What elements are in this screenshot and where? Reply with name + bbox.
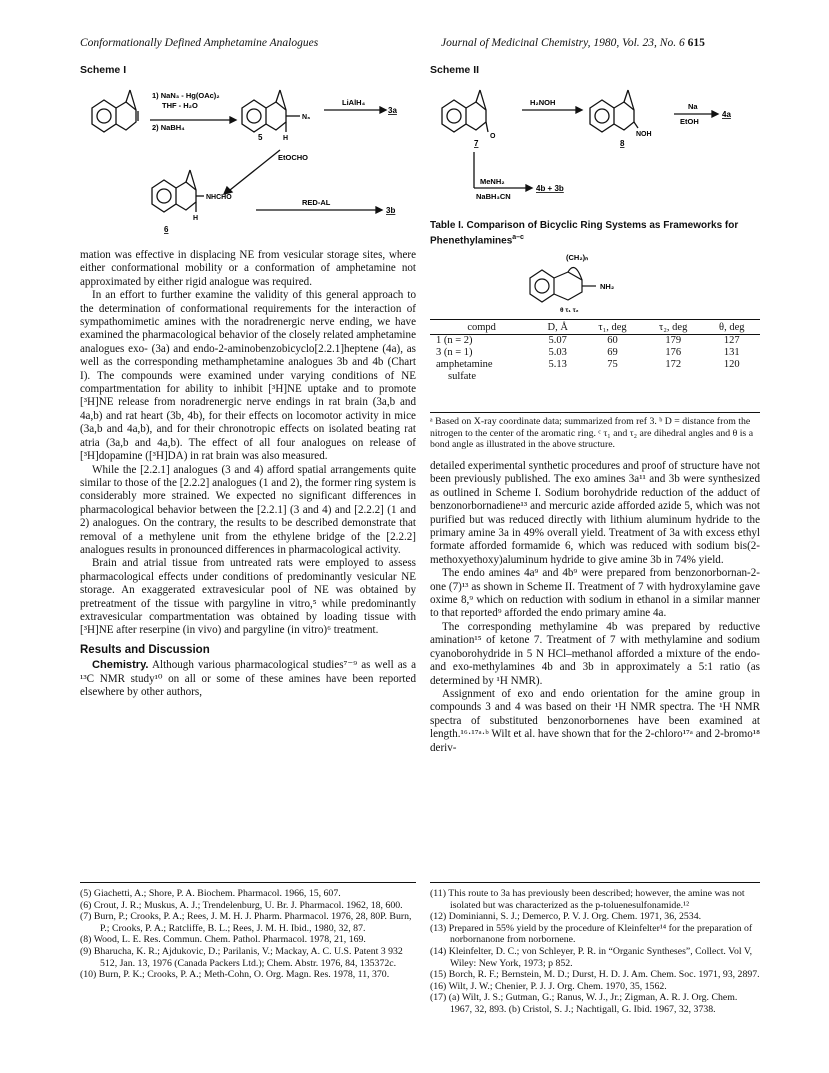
table-cell: 5.07 xyxy=(548,335,567,346)
table-row xyxy=(430,371,760,383)
scheme1-reagent-1b: THF - H₂O xyxy=(162,101,198,110)
scheme2-reagent-2a: Na xyxy=(688,102,698,111)
scheme1-reagent-2: LiAlH₄ xyxy=(342,98,366,107)
paragraph: Assignment of exo and endo orientation for the amine group in compounds 3 and 4 was based on their ¹H NMR spectra. The ¹H NMR spectra of substituted benzonorbornenes have been examined at length.¹⁶·¹⁷ᵃ·ᵇ Wilt et al. have shown that for the 2-chloro¹⁷ᵃ and 2-bromo¹⁸ deriv- xyxy=(430,687,760,754)
table-cell: 3 (n = 1) xyxy=(436,347,473,358)
table-cell: 69 xyxy=(607,347,618,358)
scheme1-reagent-4: RED-AL xyxy=(302,198,331,207)
table-cell: 75 xyxy=(607,359,618,370)
scheme2-drawing xyxy=(430,80,760,210)
table-cell: 120 xyxy=(723,359,740,370)
table-cell: 179 xyxy=(665,335,682,346)
table-cell: 1 (n = 2) xyxy=(436,335,473,346)
footnote: (7) Burn, P.; Crooks, P. A.; Rees, J. M. H. J. Pharm. Pharmacol. 1976, 28, 80P. Burn, P.; Crooks, P. A.; Ratcliffe, B. L.; Rees, J. M. H. Ibid., 1980, 32, 87. xyxy=(80,911,412,934)
paragraph: mation was effective in displacing NE from vesicular storage sites, where either conformational mobility or a conformation of amphetamine not approximated by either rigid analogue was required. xyxy=(80,249,416,288)
table-cell: 131 xyxy=(723,347,740,358)
scheme1-product-3b: 3b xyxy=(386,206,396,215)
left-column xyxy=(80,249,416,699)
running-header-left: Conformationally Defined Amphetamine Analogues xyxy=(80,37,319,49)
table-row xyxy=(430,359,760,371)
paragraph: detailed experimental synthetic procedures and proof of structure have not been previously published. The exo amines 3a¹¹ and 3b were synthesized as outlined in Scheme I. Sodium borohydride reduction of the adduct of benzonorbornadiene¹³ and mercuric azide afforded azide 5, which was not purified but was reduced directly with lithium aluminum hydride to the primary amine 3a in 49% overall yield. Treatment of 3a with excess ethyl formate afforded formamide 6, which was reduced with sodium bis(2-methoxyethoxy)aluminum hydride to give amine 3b in 74% yield. xyxy=(430,460,760,566)
footnote: (14) Kleinfelter, D. C.; von Schleyer, P. R. in “Organic Syntheses”, Collect. Vol V, Wiley: New York, 1973; p 852. xyxy=(430,945,753,969)
paragraph: While the [2.2.1] analogues (3 and 4) afford spatial arrangements quite similar to those of the [2.2.2] analogues (1 and 2), the former ring system is considerably more strained. We expected no significant differences in pharmacological behavior between the [2.2.1] (3 and 4) and [2.2.2] (1 and 2) analogues. On the contrary, the results to be described demonstrate that removal of a methylene unit from the ethylene bridge of the [2.2.2] analogues results in pronounced differences in pharmacological activity. xyxy=(80,463,416,556)
scheme1-reagent-3: EtOCHO xyxy=(278,153,308,162)
page-number: 615 xyxy=(687,37,705,49)
scheme1-nhcho-label: NHCHO xyxy=(206,194,232,201)
scheme1-reagent-1a: 1) NaN₃ - Hg(OAc)₂ xyxy=(152,91,220,100)
scheme2-reagent-2b: EtOH xyxy=(680,117,699,126)
footnotes-right xyxy=(430,888,760,1016)
table1-col-header: τ₂, deg xyxy=(643,321,704,335)
scheme2-product-4a: 4a xyxy=(722,110,731,119)
scheme1-title: Scheme I xyxy=(80,64,127,76)
footnote: (15) Borch, R. F.; Bernstein, M. D.; Durst, H. D. J. Am. Chem. Soc. 1971, 93, 2897. xyxy=(430,969,760,981)
scheme2-compound-8: 8 xyxy=(620,139,625,148)
right-column xyxy=(430,460,760,755)
table-cell: 176 xyxy=(665,347,682,358)
table1-header-row xyxy=(430,321,760,335)
paragraph: The endo amines 4a⁹ and 4b⁹ were prepared from benzonorbornan-2-one (7)¹³ as shown in Scheme II. Treatment of 7 with hydroxylamine gave oxime 8,⁹ which on reduction with sodium in ethanol in a similar manner to that reported⁹ afforded the endo primary amine 4a. xyxy=(430,567,760,620)
footnote: (16) Wilt, J. W.; Chenier, P. J. J. Org. Chem. 1970, 35, 1562. xyxy=(430,980,667,992)
table1-col-header: τ₁, deg xyxy=(582,321,643,335)
table1 xyxy=(430,321,760,383)
table1-caption: Table I. Comparison of Bicyclic Ring Systems as Frameworks for Phenethylamines$^{a-c}$ xyxy=(430,220,739,247)
table1-notes: ᵃ Based on X-ray coordinate data; summarized from ref 3. ᵇ D = distance from the nitrogen to the center of the aromatic ring. ᶜ τ₁ and τ₂ are dihedral angles and θ is a bond angle as illustrated in the above structure. xyxy=(430,416,754,451)
table1-col-header: D, Å xyxy=(533,321,582,335)
subsection-heading: Chemistry. xyxy=(92,659,149,672)
footnote: (8) Wood, L. E. Res. Commun. Chem. Pathol. Pharmacol. 1978, 21, 169. xyxy=(80,934,366,946)
paragraph: In an effort to further examine the validity of this general approach to the determination of conformational requirements for the interaction of sympathomimetic amines with the noradrenergic nerve ending, we have examined the pharmacological behavior of the closely related amphetamine analogues exo- (3a) and endo-2-aminobenzobicyclo[2.2.1]heptene (4a), as well as the corresponding methamphetamine analogues 3b and 4b (Chart I). The compounds were examined under varying conditions of NE compartmentation for ability to inhibit [³H]NE uptake and to promote [³H]NE release from noradrenergic nerve endings in rat brain (3a,b and 4a,b) and rat heart (3b, 4b), for their effects on locomotor activity in mice (3a,b and 4a,b), and for their chronotropic effects on isolated beating rat atria (3a,b and 4a,b). The effect of all four analogues on release of [³H]dopamine ([³H]DA) in rat brain was also measured. xyxy=(80,289,416,463)
table-cell xyxy=(643,371,704,383)
table1-col-header: θ, deg xyxy=(704,321,760,335)
table1-bottom-rule xyxy=(430,412,760,413)
scheme1-product-3a: 3a xyxy=(388,106,397,115)
scheme2-noh-label: NOH xyxy=(636,131,652,138)
table1-struct-nh2: NH₂ xyxy=(600,282,615,291)
scheme1-drawing xyxy=(80,80,420,240)
paragraph: The corresponding methylamine 4b was prepared by reductive amination¹⁵ of ketone 7. Treatment of 7 with methylamine and sodium cyanoborohydride in 5 N HCl–methanol afforded a mixture of the endo- and exo-methylamines 4b and 3b in approximately a 5:1 ratio (as determined by ¹H NMR). xyxy=(430,620,760,687)
table1-top-rule xyxy=(430,319,760,320)
footnote: (17) (a) Wilt, J. S.; Gutman, G.; Ranus, W. J., Jr.; Zigman, A. R. J. Org. Chem. 1967, 32, 893. (b) Cristol, S. J.; Nachtigall, G. Ibid. 1967, 32, 3738. xyxy=(430,992,738,1015)
table-cell: 127 xyxy=(723,335,740,346)
footnote: (12) Dominianni, S. J.; Demerco, P. V. J. Org. Chem. 1971, 36, 2534. xyxy=(430,911,702,923)
footnote: (10) Burn, P. K.; Crooks, P. A.; Meth-Cohn, O. Org. Magn. Res. 1978, 11, 370. xyxy=(80,969,390,981)
paragraph: Brain and atrial tissue from untreated rats were employed to assess pharmacological effects under conditions of predominantly vesicular NE storage. An exaggerated extravesicular pool of NE was obtained by pretreatment of the tissue with pargyline in vitro,⁵ while predominantly extravesicular compartmentation was obtained by loading tissue with [³H]NE after reserpine (in vivo) and pargyline (in vitro)⁶ treatment. xyxy=(80,557,416,637)
paragraph: Chemistry. Although various pharmacological studies⁷⁻⁹ as well as a ¹³C NMR study¹⁰ on all or some of these amines have been reported elsewhere by other authors, xyxy=(80,659,416,698)
table-cell xyxy=(704,371,760,383)
footnote: (11) This route to 3a has previously been described; however, the amine was not isolated but was characterized as the p-toluenesulfonamide.¹² xyxy=(430,888,745,911)
footnote: (6) Crout, J. R.; Muskus, A. J.; Trendelenburg, U. Br. J. Pharmacol. 1962, 18, 600. xyxy=(80,899,403,911)
footnote-rule-right xyxy=(430,882,760,883)
scheme1-h-2: H xyxy=(193,215,199,222)
footnote: (5) Giachetti, A.; Shore, P. A. Biochem. Pharmacol. 1966, 15, 607. xyxy=(80,888,341,899)
scheme2-reagent-3a: MeNH₂ xyxy=(480,177,505,186)
table-cell: 5.13 xyxy=(548,359,567,370)
scheme2-compound-7: 7 xyxy=(474,139,479,148)
table-cell: 5.03 xyxy=(548,347,567,358)
footnotes-left xyxy=(80,888,416,981)
table-cell: 60 xyxy=(607,335,618,346)
table-row xyxy=(430,335,760,348)
running-header-right: Journal of Medicinal Chemistry, 1980, Vol. 23, No. 6 615 xyxy=(441,37,705,49)
scheme2-product-4b-3b: 4b + 3b xyxy=(536,184,564,193)
table1-struct-ch2: (CH₂)ₙ xyxy=(566,253,589,262)
scheme2-title: Scheme II xyxy=(430,64,480,76)
scheme2-reagent-1: H₂NOH xyxy=(530,98,556,107)
scheme2-reagent-3b: NaBH₃CN xyxy=(476,192,511,201)
table-cell xyxy=(533,371,582,383)
table1-struct-angles: θ τ₁ τ₂ xyxy=(560,307,579,314)
footnote: (13) Prepared in 55% yield by the procedure of Kleinfelter¹⁴ for the preparation of norbornanone from norbornene. xyxy=(430,922,753,946)
table1-structure xyxy=(520,248,700,316)
table-cell: sulfate xyxy=(448,371,476,382)
table1-col-header: compd xyxy=(430,321,533,335)
table-row xyxy=(430,347,760,359)
scheme1-compound-5: 5 xyxy=(258,133,263,142)
table-cell: 172 xyxy=(665,359,682,370)
scheme1-azide-label: N₃ xyxy=(302,114,311,121)
scheme1-reagent-1c: 2) NaBH₄ xyxy=(152,123,185,132)
section-heading: Results and Discussion xyxy=(80,643,210,656)
table-cell xyxy=(582,371,643,383)
footnote-rule-left xyxy=(80,882,416,883)
scheme2-o-label: O xyxy=(490,133,496,140)
footnote: (9) Bharucha, K. R.; Ajdukovic, D.; Parilanis, V.; Mackay, A. C. U.S. Patent 3 932 512, Jan. 13, 1976 (Canada Packers Ltd.); Chem. Abstr. 1976, 84, 135372c. xyxy=(80,945,403,969)
table-cell: amphetamine xyxy=(436,359,493,370)
scheme1-h-1: H xyxy=(283,135,289,142)
scheme1-compound-6: 6 xyxy=(164,225,169,234)
